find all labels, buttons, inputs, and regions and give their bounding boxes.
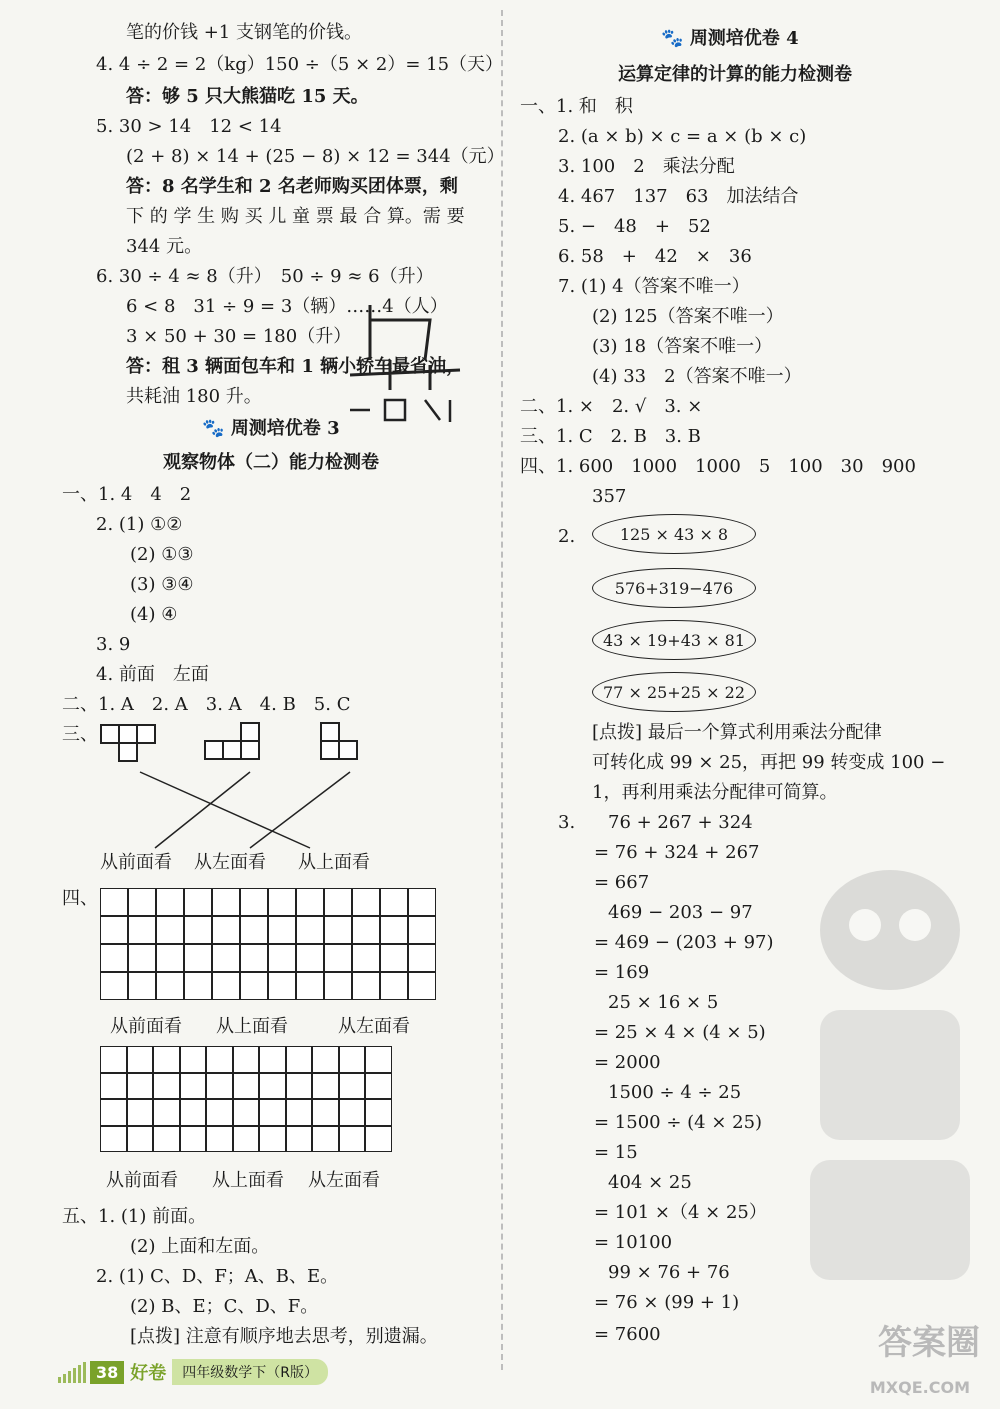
- calc-line: 404 × 25: [608, 1172, 692, 1193]
- text-line: (2) 上面和左面。: [130, 1236, 270, 1257]
- text-line: 二、1. A 2. A 3. A 4. B 5. C: [62, 694, 351, 715]
- calc-line: = 2000: [594, 1052, 661, 1073]
- text-line: 4. 前面 左面: [96, 664, 209, 685]
- section-title: 🐾 周测培优卷 4: [661, 28, 799, 49]
- book-label: 四年级数学下（R版）: [172, 1359, 328, 1385]
- answer-grid-1: [100, 888, 436, 1000]
- text-line: 4. 467 137 63 加法结合: [558, 186, 799, 207]
- text-line: (2 + 8) × 14 + (25 − 8) × 12 = 344（元）: [126, 146, 505, 167]
- brand-logo: 好卷: [130, 1363, 167, 1384]
- calc-line: 99 × 76 + 76: [608, 1262, 730, 1283]
- calc-line: = 469 − (203 + 97): [594, 932, 774, 953]
- hint-line: 可转化成 99 × 25，再把 99 转变成 100 −: [592, 752, 946, 773]
- text-line: 四、: [62, 888, 98, 909]
- text-line: 3. 100 2 乘法分配: [558, 156, 735, 177]
- text-line: 2. (1) ①②: [96, 514, 183, 535]
- text-line: (2) ①③: [130, 544, 194, 565]
- circled-expression: 43 × 19+43 × 81: [592, 620, 756, 660]
- text-line: 5. − 48 + 52: [558, 216, 711, 237]
- text-line: 2. (1) C、D、F；A、B、E。: [96, 1266, 339, 1287]
- decor-bars-icon: [58, 1362, 86, 1383]
- column-divider: [501, 10, 503, 1370]
- site-watermark-url: MXQE.COM: [869, 1378, 970, 1397]
- calc-line: = 1500 ÷ (4 × 25): [594, 1112, 763, 1133]
- matching-lines: [100, 760, 420, 855]
- view-label: 从上面看: [216, 1016, 288, 1037]
- calc-line: = 10100: [594, 1232, 673, 1253]
- section-subtitle: 运算定律的计算的能力检测卷: [618, 64, 852, 85]
- view-label: 从左面看: [194, 852, 266, 873]
- text-line: 357: [592, 486, 627, 507]
- calc-line: = 15: [594, 1142, 638, 1163]
- text-line: 三、1. C 2. B 3. B: [520, 426, 701, 447]
- circled-expression: 576+319−476: [592, 568, 756, 608]
- text-line: 一、1. 4 4 2: [62, 484, 192, 505]
- handwriting-scribble: [330, 300, 490, 430]
- calc-line: 1500 ÷ 4 ÷ 25: [608, 1082, 742, 1103]
- text-line: (4) 33 2（答案不唯一）: [592, 366, 802, 387]
- text-line: 344 元。: [126, 236, 203, 257]
- calc-line: = 76 + 324 + 267: [594, 842, 760, 863]
- text-line: 共耗油 180 升。: [126, 386, 262, 407]
- text-line: 五、1. (1) 前面。: [62, 1206, 207, 1227]
- calc-line: = 101 ×（4 × 25）: [594, 1202, 767, 1223]
- text-line: (2) B、E；C、D、F。: [130, 1296, 319, 1317]
- view-label: 从上面看: [298, 852, 370, 873]
- text-line: (3) 18（答案不唯一）: [592, 336, 773, 357]
- text-line: 3.: [558, 812, 576, 833]
- view-label: 从前面看: [100, 852, 172, 873]
- text-line: 三、: [62, 724, 98, 745]
- view-label: 从上面看: [212, 1170, 284, 1191]
- page-number: 38: [90, 1361, 124, 1384]
- page-footer: [58, 1358, 388, 1386]
- view-label: 从前面看: [106, 1170, 178, 1191]
- site-watermark: 答案圈: [878, 1323, 980, 1363]
- text-line: 二、1. × 2. √ 3. ×: [520, 396, 703, 417]
- text-line: (3) ③④: [130, 574, 194, 595]
- answer-line: 答：够 5 只大熊猫吃 15 天。: [126, 86, 369, 107]
- circled-expression: 77 × 25+25 × 22: [592, 672, 756, 712]
- text-line: 2. (a × b) × c = a × (b × c): [558, 126, 807, 147]
- paw-icon: 🐾: [202, 418, 225, 439]
- text-line: (2) 125（答案不唯一）: [592, 306, 784, 327]
- calc-line: = 667: [594, 872, 650, 893]
- view-label: 从左面看: [338, 1016, 410, 1037]
- hint-line: [点拨] 最后一个算式利用乘法分配律: [592, 722, 882, 743]
- text-line: 一、1. 和 积: [520, 96, 633, 117]
- answer-line: 答：8 名学生和 2 名老师购买团体票，剩: [126, 176, 458, 197]
- calc-line: = 76 × (99 + 1): [594, 1292, 740, 1313]
- text-line: 笔的价钱 +1 支钢笔的价钱。: [126, 22, 362, 43]
- text-line: 四、1. 600 1000 1000 5 100 30 900: [520, 456, 916, 477]
- text-line: 5. 30 > 14 12 < 14: [96, 116, 282, 137]
- text-line: 6. 58 + 42 × 36: [558, 246, 752, 267]
- answer-line: 答：租 3 辆面包车和 1 辆小轿车最省油，: [126, 356, 465, 377]
- text-line: 6 < 8 31 ÷ 9 = 3（辆）……4（人）: [126, 296, 448, 317]
- text-line: (4) ④: [130, 604, 178, 625]
- calc-line: = 7600: [594, 1324, 661, 1345]
- calc-line: 25 × 16 × 5: [608, 992, 719, 1013]
- text-line: 2.: [558, 526, 576, 547]
- calc-line: = 25 × 4 × (4 × 5): [594, 1022, 766, 1043]
- view-label: 从前面看: [110, 1016, 182, 1037]
- text-line: 4. 4 ÷ 2 = 2（kg）150 ÷（5 × 2）= 15（天）: [96, 54, 504, 75]
- text-line: 6. 30 ÷ 4 ≈ 8（升） 50 ÷ 9 ≈ 6（升）: [96, 266, 434, 287]
- view-label: 从左面看: [308, 1170, 380, 1191]
- text-line: 3. 9: [96, 634, 131, 655]
- calc-line: 469 − 203 − 97: [608, 902, 753, 923]
- mascot-watermark-icon: [790, 860, 990, 1300]
- section-subtitle: 观察物体（二）能力检测卷: [163, 452, 379, 473]
- hint-line: [点拨] 注意有顺序地去思考，别遗漏。: [130, 1326, 438, 1347]
- calc-line: = 169: [594, 962, 650, 983]
- calc-line: 76 + 267 + 324: [608, 812, 753, 833]
- answer-grid-2: [100, 1046, 392, 1152]
- paw-icon: 🐾: [661, 28, 684, 49]
- section-title: 🐾 周测培优卷 3: [202, 418, 340, 439]
- text-line: 下 的 学 生 购 买 儿 童 票 最 合 算。需 要: [126, 206, 465, 227]
- hint-line: 1，再利用乘法分配律可简算。: [592, 782, 838, 803]
- text-line: 7. (1) 4（答案不唯一）: [558, 276, 750, 297]
- circled-expression: 125 × 43 × 8: [592, 514, 756, 554]
- text-line: 3 × 50 + 30 = 180（升）: [126, 326, 352, 347]
